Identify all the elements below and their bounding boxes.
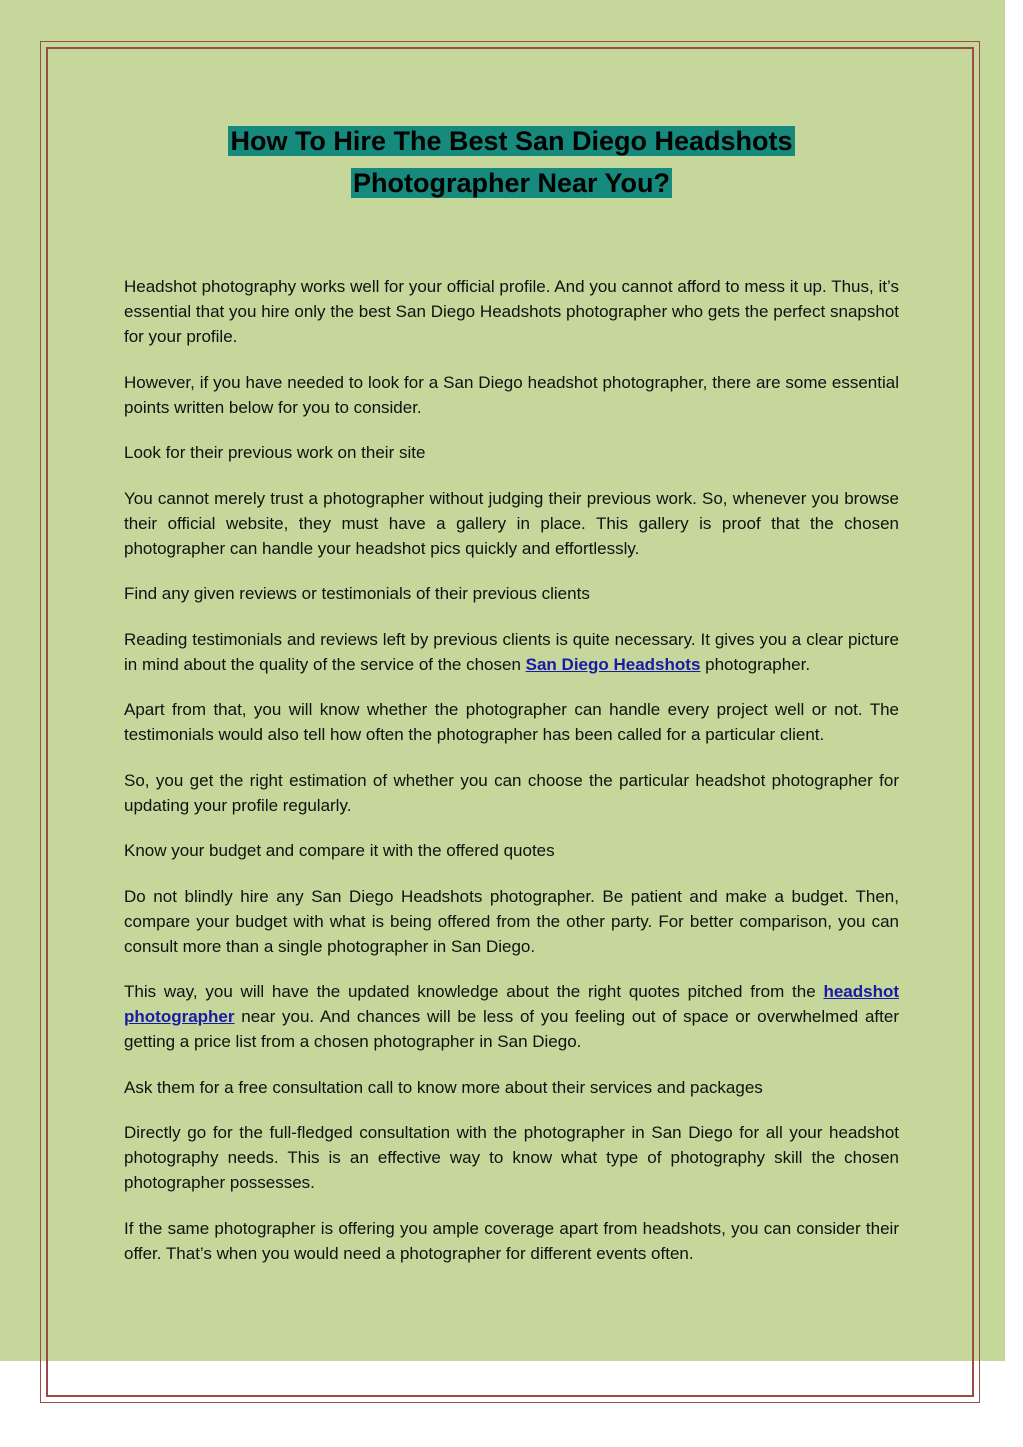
san-diego-headshots-link[interactable]: San Diego Headshots (525, 654, 701, 674)
subheading-budget: Know your budget and compare it with the offered quotes (124, 841, 555, 860)
paragraph-budget: Do not blindly hire any San Diego Headshots photographer. Be patient and make a budget. Then, compare your budget with what is being offered from the other party. For better comparison, you can consult more than a single photographer in San Diego. (124, 886, 899, 956)
paragraph-right-estimation: So, you get the right estimation of whether you can choose the particular headshot photographer for updating your profile regularly. (124, 770, 899, 815)
paragraph-intro: Headshot photography works well for your official profile. And you cannot afford to mess it up. Thus, it’s essential that you hire only the best San Diego Headshots photographer who gets the perfect snapshot for your profile. (124, 277, 899, 346)
paragraph-apart-from-that: Apart from that, you will know whether the photographer can handle every project well or not. The testimonials would also tell how often the photographer has been called for a particular client. (124, 700, 899, 744)
subheading-consultation: Ask them for a free consultation call to know more about their services and packages (124, 1077, 763, 1097)
title-line-1: How To Hire The Best San Diego Headshots (230, 126, 793, 156)
paragraph-quotes-text-2: near you. And chances will be less of you feeling out of space or overwhelmed after getting a price list from a chosen photographer in San Diego. (124, 1007, 899, 1051)
page-title (124, 120, 899, 204)
article-body (124, 274, 899, 1286)
title-line-2: Photographer Near You? (352, 168, 671, 198)
headshot-photographer-link[interactable]: headshot photographer (124, 982, 899, 1026)
paragraph-previous-work: You cannot merely trust a photographer without judging their previous work. So, whenever you browse their official website, they must have a gallery in place. This gallery is proof that the chosen photographer can handle your headshot pics quickly and effortlessly. (124, 488, 899, 558)
paragraph-testimonials (124, 627, 899, 677)
subheading-previous-work: Look for their previous work on their site (124, 443, 426, 462)
paragraph-testimonials-text-1: Reading testimonials and reviews left by previous clients is quite necessary. It gives you a clear picture in mind about the quality of the service of the chosen (124, 629, 899, 674)
paragraph-coverage: If the same photographer is offering you ample coverage apart from headshots, you can consider their offer. That’s when you would need a photographer for different events often. (124, 1218, 899, 1263)
paragraph-quotes-text-1: This way, you will have the updated knowledge about the right quotes pitched from the (124, 982, 824, 1001)
paragraph-consultation: Directly go for the full-fledged consultation with the photographer in San Diego for all your headshot photography needs. This is an effective way to know what type of photography skill the chosen photographer possesses. (124, 1123, 899, 1192)
paragraph-essential-points: However, if you have needed to look for a San Diego headshot photographer, there are some essential points written below for you to consider. (124, 372, 899, 417)
paragraph-testimonials-text-2: photographer. (700, 654, 811, 674)
subheading-reviews: Find any given reviews or testimonials of their previous clients (124, 584, 590, 603)
paragraph-quotes (124, 979, 899, 1054)
